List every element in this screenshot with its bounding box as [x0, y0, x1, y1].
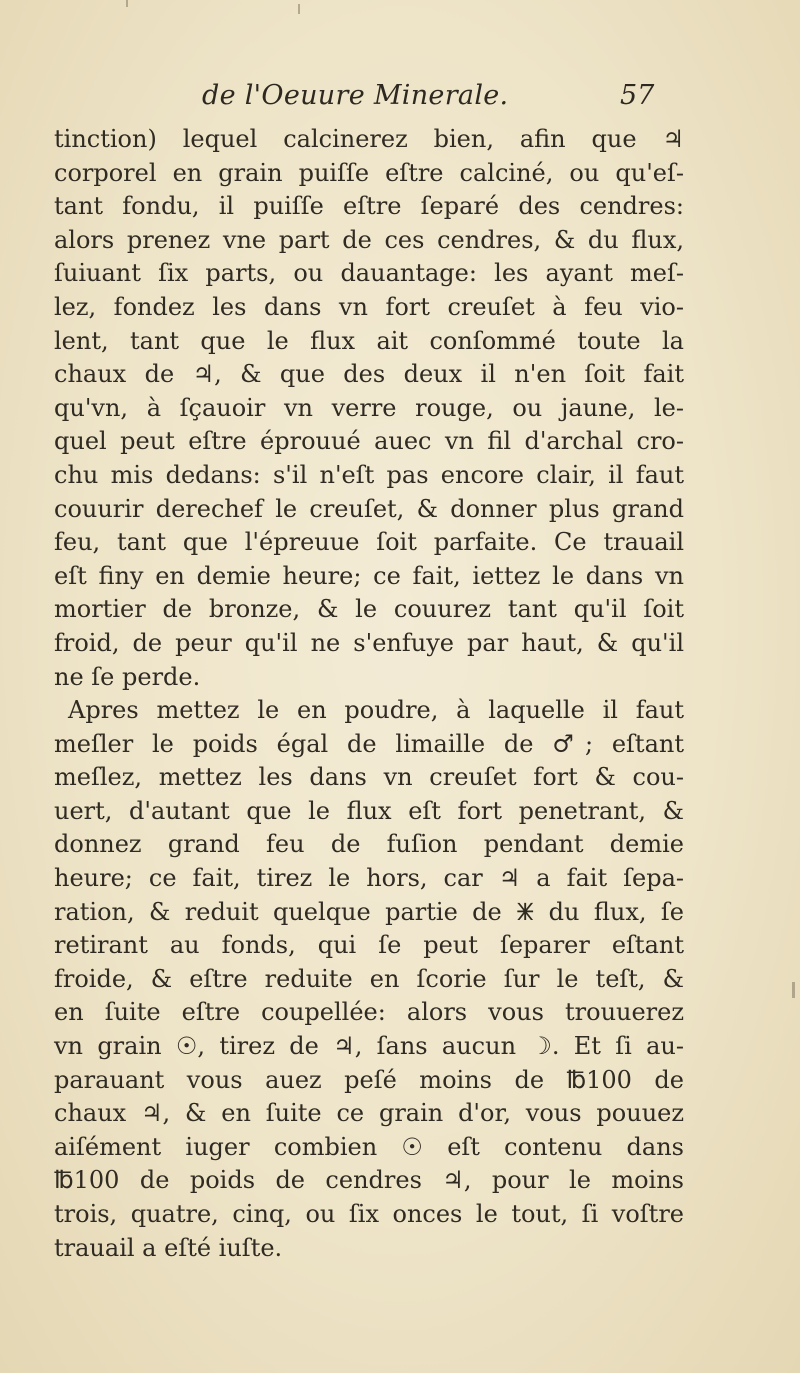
text-line: mortier de bronze, & le couurez tant qu'il ſoit — [54, 595, 684, 624]
text-line: aiſément iuger combien ☉ eſt contenu dans — [54, 1132, 684, 1161]
text-line: quel peut eſtre éprouué auec vn fil d'archal cro- — [54, 427, 684, 456]
text-line: meſler le poids égal de limaille de ♂; eſtant — [54, 729, 684, 758]
text-line: chaux de ♃, & que des deux il n'en ſoit fait — [54, 360, 684, 389]
text-line: meſlez, mettez les dans vn creuſet fort & cou- — [54, 763, 684, 792]
text-line: ſuiuant ſix parts, ou dauantage: les ayant meſ- — [54, 259, 684, 288]
text-line: alors prenez vne part de ces cendres, & du flux, — [54, 225, 684, 254]
text-line: tant fondu, il puiſſe eſtre ſeparé des cendres: — [54, 192, 684, 221]
text-line: lez, fondez les dans vn fort creuſet à feu vio- — [54, 292, 684, 321]
text-line: retirant au fonds, qui ſe peut ſeparer eſtant — [54, 931, 684, 960]
paper-speck — [792, 982, 795, 998]
text-line: heure; ce fait, tirez le hors, car ♃ a fait ſepa- — [54, 864, 684, 893]
text-line: qu'vn, à ſçauoir vn verre rouge, ou jaune, le- — [54, 393, 684, 422]
text-line: chaux ♃, & en ſuite ce grain d'or, vous pouuez — [54, 1099, 684, 1128]
text-line: en ſuite eſtre coupellée: alors vous trouuerez — [54, 998, 684, 1027]
text-line: ration, & reduit quelque partie de 🜹 du flux, ſe — [54, 897, 684, 926]
text-line: corporel en grain puiſſe eſtre calciné, ou qu'eſ- — [54, 158, 684, 187]
text-line: donnez grand feu de fuſion pendant demie — [54, 830, 684, 859]
paragraph-end-line: trauail a eſté iuſte. — [54, 1233, 283, 1262]
page-number: 57 — [620, 80, 655, 111]
running-title: de l'Oeuure Minerale. — [202, 80, 509, 111]
running-head — [50, 80, 690, 122]
text-line: froide, & eſtre reduite en ſcorie ſur le teſt, & — [54, 964, 684, 993]
paragraph-end-line: ne ſe perde. — [54, 662, 201, 691]
paragraph-start-line: Apres mettez le en poudre, à laquelle il faut — [68, 696, 684, 725]
text-line: chu mis dedans: s'il n'eſt pas encore clair, il faut — [54, 460, 684, 489]
text-line: tinction) lequel calcinerez bien, afin que ♃ — [54, 125, 684, 153]
text-line: lent, tant que le flux ait conſommé toute la — [54, 326, 684, 355]
text-line: parauant vous auez peſé moins de ℔100 de — [54, 1065, 684, 1094]
paper-speck — [298, 4, 300, 14]
text-line: uert, d'autant que le flux eſt fort penetrant, & — [54, 796, 684, 825]
text-line: vn grain ☉, tirez de ♃, ſans aucun ☽. Et ſi au- — [54, 1032, 684, 1061]
body-text — [54, 123, 684, 1265]
paper-speck — [126, 0, 128, 7]
text-line: couurir derechef le creuſet, & donner plus grand — [54, 494, 684, 523]
text-line: froid, de peur qu'il ne s'enfuye par haut, & qu'il — [54, 628, 684, 657]
text-line: trois, quatre, cinq, ou ſix onces le tout, ſi voſtre — [54, 1200, 684, 1228]
text-line: ℔100 de poids de cendres ♃, pour le moins — [54, 1166, 684, 1195]
text-line: eſt finy en demie heure; ce fait, iettez le dans vn — [54, 561, 684, 590]
text-line: feu, tant que l'épreuue ſoit parfaite. Ce trauail — [54, 528, 684, 557]
